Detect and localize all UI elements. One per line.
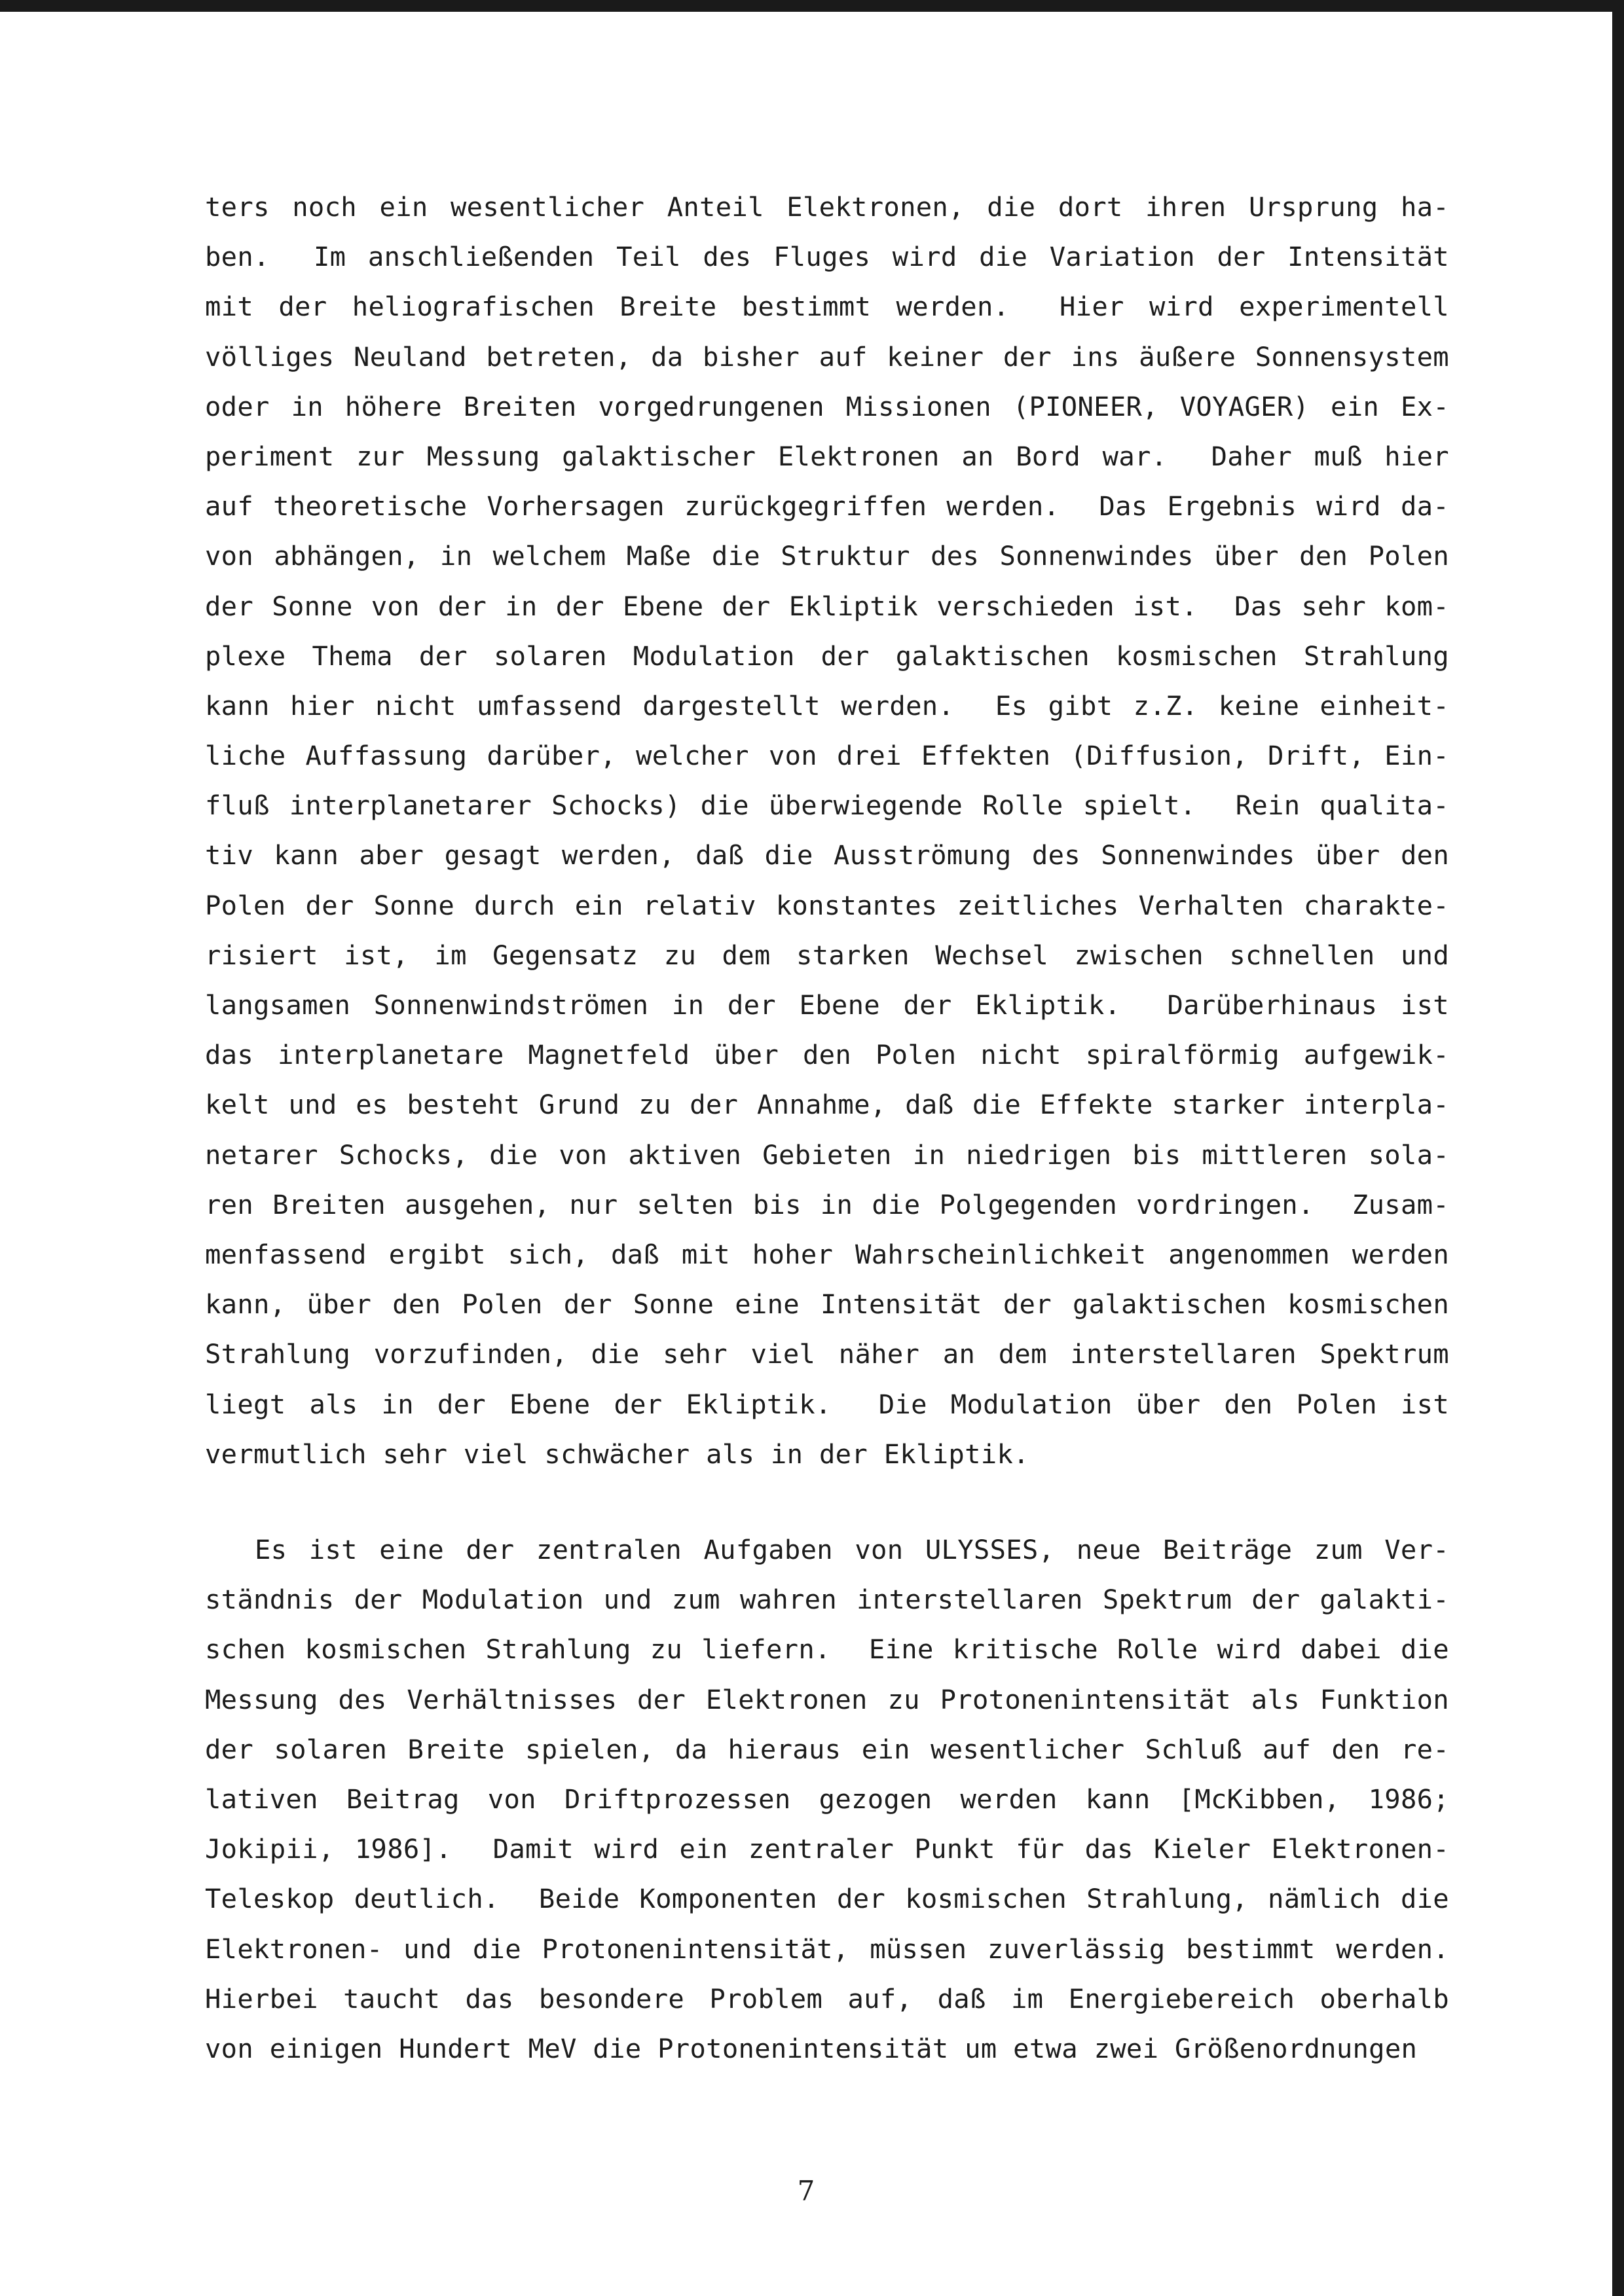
text-line: Teleskop deutlich. Beide Komponenten der kosmischen Strahlung, nämlich die — [205, 1883, 1449, 1915]
text-line: Polen der Sonne durch ein relativ konstantes zeitliches Verhalten charakte- — [205, 889, 1449, 921]
document-page — [0, 12, 1612, 2296]
text-line: liegt als in der Ebene der Ekliptik. Die Modulation über den Polen ist — [205, 1388, 1449, 1420]
text-line: liche Auffassung darüber, welcher von drei Effekten (Diffusion, Drift, Ein- — [205, 740, 1449, 772]
text-line: ters noch ein wesentlicher Anteil Elektronen, die dort ihren Ursprung ha- — [205, 191, 1449, 223]
text-line: Es ist eine der zentralen Aufgaben von ULYSSES, neue Beiträge zum Ver- — [255, 1534, 1449, 1565]
text-line: ständnis der Modulation und zum wahren interstellaren Spektrum der galakti- — [205, 1584, 1449, 1616]
text-line: netarer Schocks, die von aktiven Gebieten in niedrigen bis mittleren sola- — [205, 1139, 1449, 1171]
scan-border-right — [1612, 0, 1624, 2296]
text-line: mit der heliografischen Breite bestimmt werden. Hier wird experimentell — [205, 291, 1449, 323]
text-line: lativen Beitrag von Driftprozessen gezogen werden kann [McKibben, 1986; — [205, 1783, 1449, 1815]
text-line: Hierbei taucht das besondere Problem auf, daß im Energiebereich oberhalb — [205, 1982, 1449, 2014]
text-line: ben. Im anschließenden Teil des Fluges wird die Variation der Intensität — [205, 241, 1449, 273]
text-line: Strahlung vorzufinden, die sehr viel näher an dem interstellaren Spektrum — [205, 1338, 1449, 1370]
text-line: periment zur Messung galaktischer Elektronen an Bord war. Daher muß hier — [205, 440, 1449, 472]
text-line: der solaren Breite spielen, da hieraus ein wesentlicher Schluß auf den re- — [205, 1733, 1449, 1765]
text-line: das interplanetare Magnetfeld über den Polen nicht spiralförmig aufgewik- — [205, 1039, 1449, 1071]
text-line: völliges Neuland betreten, da bisher auf keiner der ins äußere Sonnensystem — [205, 340, 1449, 373]
page-number: 7 — [797, 2175, 815, 2207]
paragraph-1 — [205, 182, 1449, 1479]
text-line: kann, über den Polen der Sonne eine Intensität der galaktischen kosmischen — [205, 1288, 1449, 1321]
text-line: auf theoretische Vorhersagen zurückgegriffen werden. Das Ergebnis wird da- — [205, 490, 1449, 522]
text-line: menfassend ergibt sich, daß mit hoher Wahrscheinlichkeit angenommen werden — [205, 1238, 1449, 1270]
text-line: kann hier nicht umfassend dargestellt werden. Es gibt z.Z. keine einheit- — [205, 689, 1449, 721]
text-line: risiert ist, im Gegensatz zu dem starken Wechsel zwischen schnellen und — [205, 939, 1449, 971]
text-line: schen kosmischen Strahlung zu liefern. Eine kritische Rolle wird dabei die — [205, 1633, 1449, 1666]
text-line: Jokipii, 1986]. Damit wird ein zentraler Punkt für das Kieler Elektronen- — [205, 1833, 1449, 1865]
text-line: vermutlich sehr viel schwächer als in der Ekliptik. — [205, 1438, 1029, 1470]
text-line: ren Breiten ausgehen, nur selten bis in die Polgegenden vordringen. Zusam- — [205, 1188, 1449, 1220]
scan-border-top — [0, 0, 1624, 12]
text-line: fluß interplanetarer Schocks) die überwiegende Rolle spielt. Rein qualita- — [205, 790, 1449, 822]
text-line: kelt und es besteht Grund zu der Annahme, daß die Effekte starker interpla- — [205, 1089, 1449, 1121]
text-line: von abhängen, in welchem Maße die Struktur des Sonnenwindes über den Polen — [205, 540, 1449, 572]
text-line: plexe Thema der solaren Modulation der galaktischen kosmischen Strahlung — [205, 640, 1449, 672]
text-line: Messung des Verhältnisses der Elektronen zu Protonenintensität als Funktion — [205, 1683, 1449, 1715]
text-line: oder in höhere Breiten vorgedrungenen Missionen (PIONEER, VOYAGER) ein Ex- — [205, 390, 1449, 422]
text-line: der Sonne von der in der Ebene der Ekliptik verschieden ist. Das sehr kom- — [205, 590, 1449, 622]
text-line: von einigen Hundert MeV die Protonenintensität um etwa zwei Größenordnungen — [205, 2032, 1418, 2064]
text-line: Elektronen- und die Protonenintensität, müssen zuverlässig bestimmt werden. — [205, 1933, 1449, 1965]
text-line: langsamen Sonnenwindströmen in der Ebene der Ekliptik. Darüberhinaus ist — [205, 989, 1449, 1021]
paragraph-2 — [205, 1525, 1449, 2073]
text-line: tiv kann aber gesagt werden, daß die Ausströmung des Sonnenwindes über den — [205, 839, 1449, 871]
